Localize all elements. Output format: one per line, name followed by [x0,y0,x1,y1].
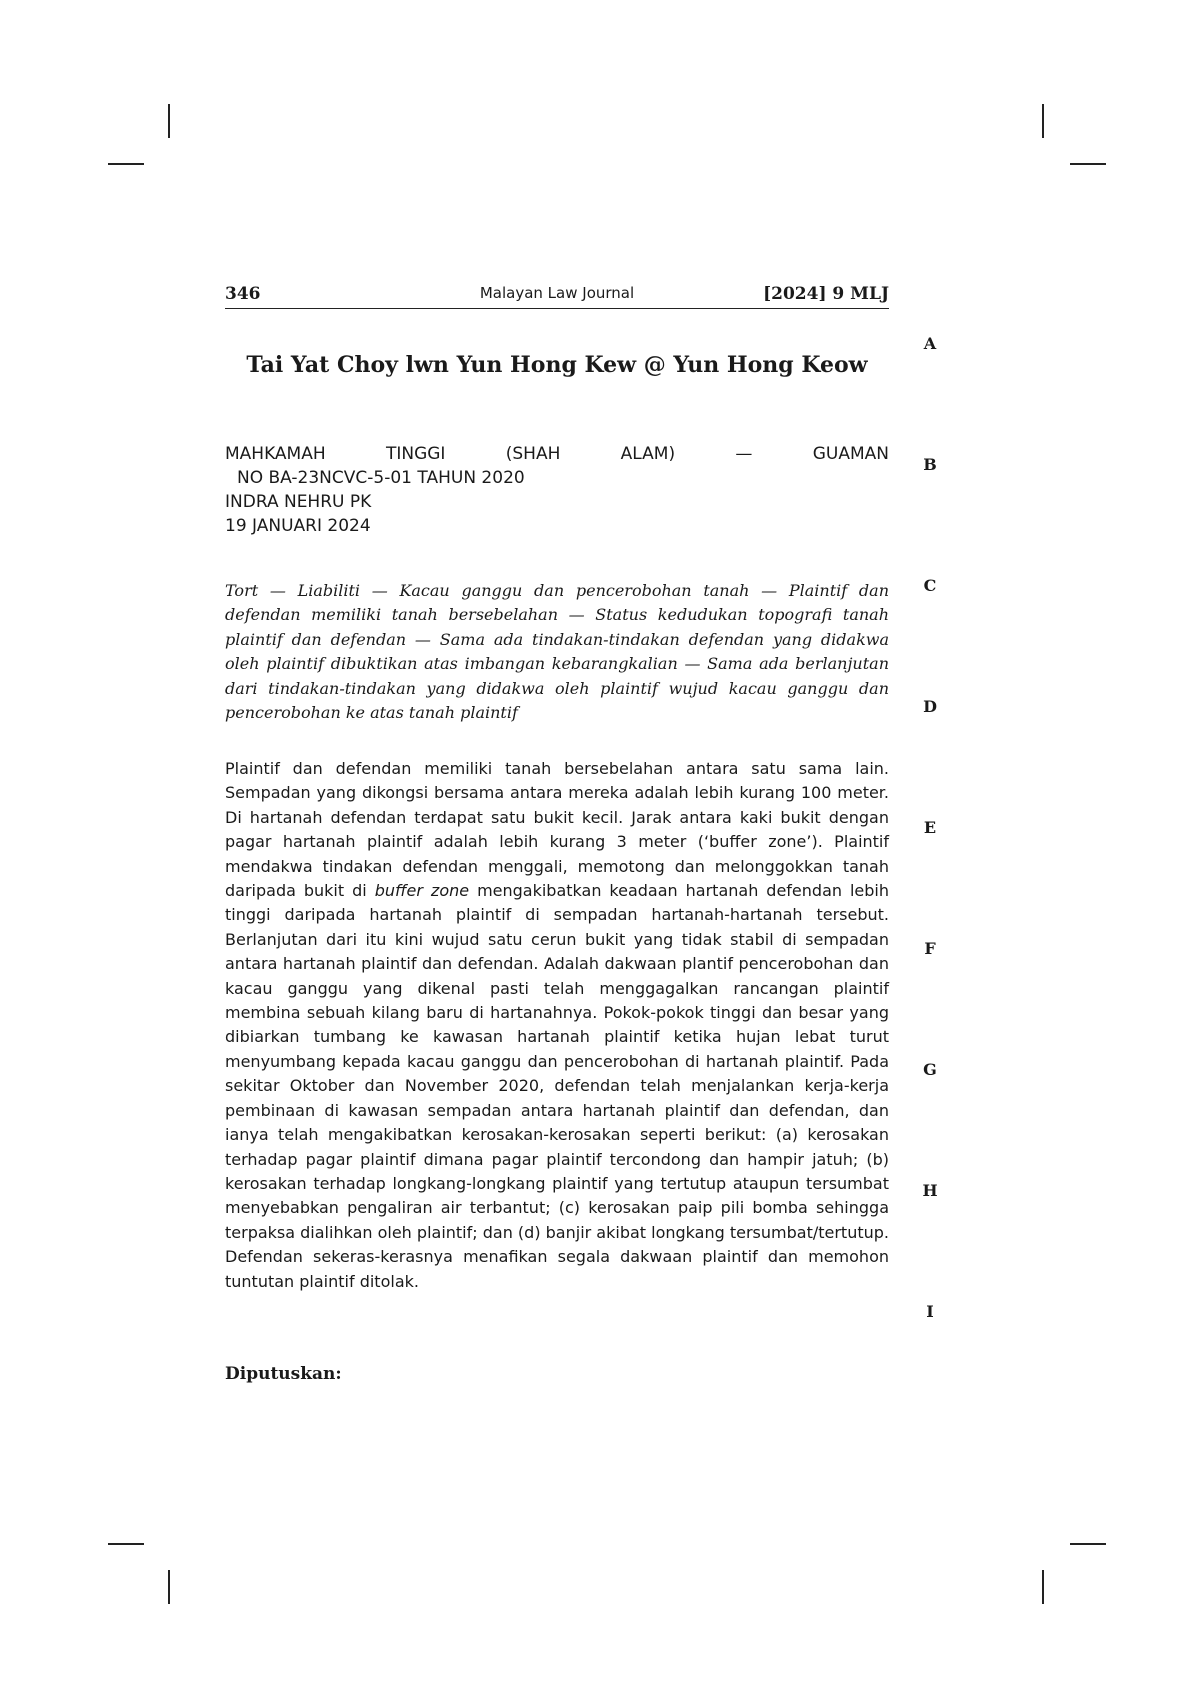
margin-letter: G [923,1060,937,1079]
headnote [225,757,889,1294]
crop-mark [1070,163,1106,165]
judge-name: INDRA NEHRU PK [225,492,372,512]
court-details [225,442,889,538]
crop-mark [168,1570,170,1604]
margin-letter: H [922,1181,938,1200]
headnote-part-1: Plaintif dan defendan memiliki tanah bersebelahan antara satu sama lain. Sempadan yang dikongsi bersama antara mereka adalah lebih kurang 100 meter. Di hartanah defendan terdapat satu bukit kecil. Jarak antara kaki bukit dengan pagar hartanah plaintif adalah lebih kurang 3 meter (‘buffer zone’). Plaintif mendakwa tindakan defendan menggali, memotong dan melonggokkan tanah daripada bukit di [225,759,889,901]
court-line-1: MAHKAMAH TINGGI (SHAH ALAM) — GUAMAN [225,444,889,464]
journal-name: Malayan Law Journal [479,284,635,302]
margin-letter: A [923,334,937,353]
running-header [225,284,889,309]
citation: [2024] 9 MLJ [763,284,889,304]
catchwords: Tort — Liabiliti — Kacau ganggu dan pencerobohan tanah — Plaintif dan defendan memiliki tanah bersebelahan — Status kedudukan topografi tanah plaintif dan defendan — Sama ada tindakan-tindakan defendan yang didakwa oleh plaintif dibuktikan atas imbangan kebarangkalian — Sama ada berlanjutan dari tindakan-tindakan yang didakwa oleh plaintif wujud kacau ganggu dan pencerobohan ke atas tanah plaintif [225,581,889,723]
margin-letter: I [926,1302,934,1321]
court-line-2: NO BA-23NCVC-5-01 TAHUN 2020 [237,468,525,488]
page-number: 346 [225,284,261,304]
judgment-date: 19 JANUARI 2024 [225,516,371,536]
crop-mark [108,163,144,165]
crop-mark [1042,1570,1044,1604]
crop-mark [168,104,170,138]
margin-letter: F [924,939,936,958]
margin-letter: C [923,576,937,595]
held-label: Diputuskan: [225,1364,342,1384]
crop-mark [1042,104,1044,138]
crop-mark [108,1543,144,1545]
margin-letter: D [923,697,937,716]
margin-letter: E [923,818,937,837]
headnote-italic-term: buffer zone [374,881,470,901]
crop-mark [1070,1543,1106,1545]
margin-letter: B [923,455,937,474]
case-title: Tai Yat Choy lwn Yun Hong Kew @ Yun Hong Keow [246,352,868,378]
headnote-part-2: mengakibatkan keadaan hartanah defendan lebih tinggi daripada hartanah plaintif di sempadan hartanah-hartanah tersebut. Berlanjutan dari itu kini wujud satu cerun bukit yang tidak stabil di sempadan antara hartanah plaintif dan defendan. Adalah dakwaan plantif pencerobohan dan kacau ganggu yang dikenal pasti telah menggagalkan rancangan plaintif membina sebuah kilang baru di hartanahnya. Pokok-pokok tinggi dan besar yang dibiarkan tumbang ke kawasan hartanah plaintif ketika hujan lebat turut menyumbang kepada kacau ganggu dan pencerobohan di hartanah plaintif. Pada sekitar Oktober dan November 2020, defendan telah menjalankan kerja-kerja pembinaan di kawasan sempadan antara hartanah plaintif dan defendan, dan ianya telah mengakibatkan kerosakan-kerosakan seperti berikut: (a) kerosakan terhadap pagar plaintif dimana pagar plaintif tercondong dan hampir jatuh; (b) kerosakan terhadap longkang-longkang plaintif yang tertutup ataupun tersumbat menyebabkan pengaliran air terbantut; (c) kerosakan paip pili bomba sehingga terpaksa dialihkan oleh plaintif; dan (d) banjir akibat longkang tersumbat/tertutup. Defendan sekeras-kerasnya menafikan segala dakwaan plaintif dan memohon tuntutan plaintif ditolak. [225,881,889,1291]
